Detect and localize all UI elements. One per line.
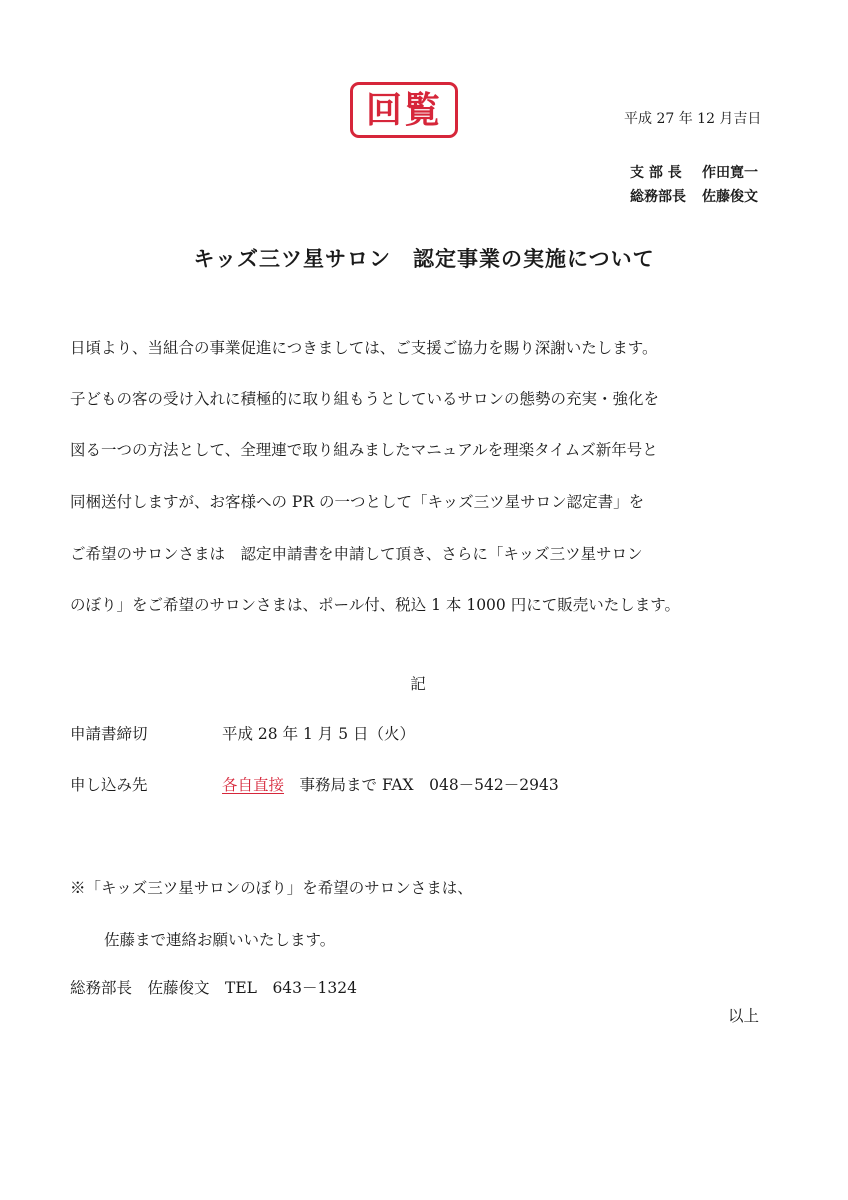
deadline-label: 申請書締切: [70, 725, 148, 743]
signatory-role: 総務部長: [630, 189, 686, 205]
signatory-name: 佐藤俊文: [702, 189, 758, 205]
document-date: 平成 27 年 12 月吉日: [624, 111, 762, 127]
contact-line: 総務部長 佐藤俊文 TEL 643－1324: [70, 979, 357, 997]
note-line-2: 佐藤まで連絡お願いいたします。: [104, 931, 336, 949]
circulation-stamp: [350, 82, 458, 138]
signatory-role: 支 部 長: [630, 165, 682, 181]
body-paragraph-line: 同梱送付しますが、お客様への PR の一つとして「キッズ三ツ星サロン認定書」を: [70, 493, 645, 511]
stamp-text: 回覧: [365, 89, 442, 131]
closing-mark: 以上: [728, 1007, 760, 1025]
apply-fax-text: 事務局まで FAX 048－542－2943: [299, 776, 559, 794]
body-paragraph-line: ご希望のサロンさまは 認定申請書を申請して頂き、さらに「キッズ三ツ星サロン: [70, 545, 643, 563]
deadline-value: 平成 28 年 1 月 5 日（火）: [222, 725, 416, 743]
signatory-general-affairs: [630, 186, 758, 206]
body-paragraph-line: のぼり」をご希望のサロンさまは、ポール付、税込 1 本 1000 円にて販売いたします。: [70, 596, 680, 614]
apply-to-value: [222, 773, 559, 795]
apply-to-label: 申し込み先: [70, 776, 148, 794]
ki-heading: 記: [410, 675, 426, 693]
signatory-branch-chief: [630, 162, 758, 182]
apply-direct-highlight: 各自直接: [222, 776, 285, 794]
document-title: キッズ三ツ星サロン 認定事業の実施について: [193, 246, 655, 271]
note-line-1: ※「キッズ三ツ星サロンのぼり」を希望のサロンさまは、: [70, 879, 473, 897]
body-paragraph-line: 子どもの客の受け入れに積極的に取り組もうとしているサロンの態勢の充実・強化を: [70, 390, 660, 408]
body-paragraph-line: 図る一つの方法として、全理連で取り組みましたマニュアルを理楽タイムズ新年号と: [70, 441, 658, 459]
body-paragraph-line: 日頃より、当組合の事業促進につきましては、ご支援ご協力を賜り深謝いたします。: [70, 339, 658, 357]
signatory-name: 作田寛一: [702, 165, 758, 181]
